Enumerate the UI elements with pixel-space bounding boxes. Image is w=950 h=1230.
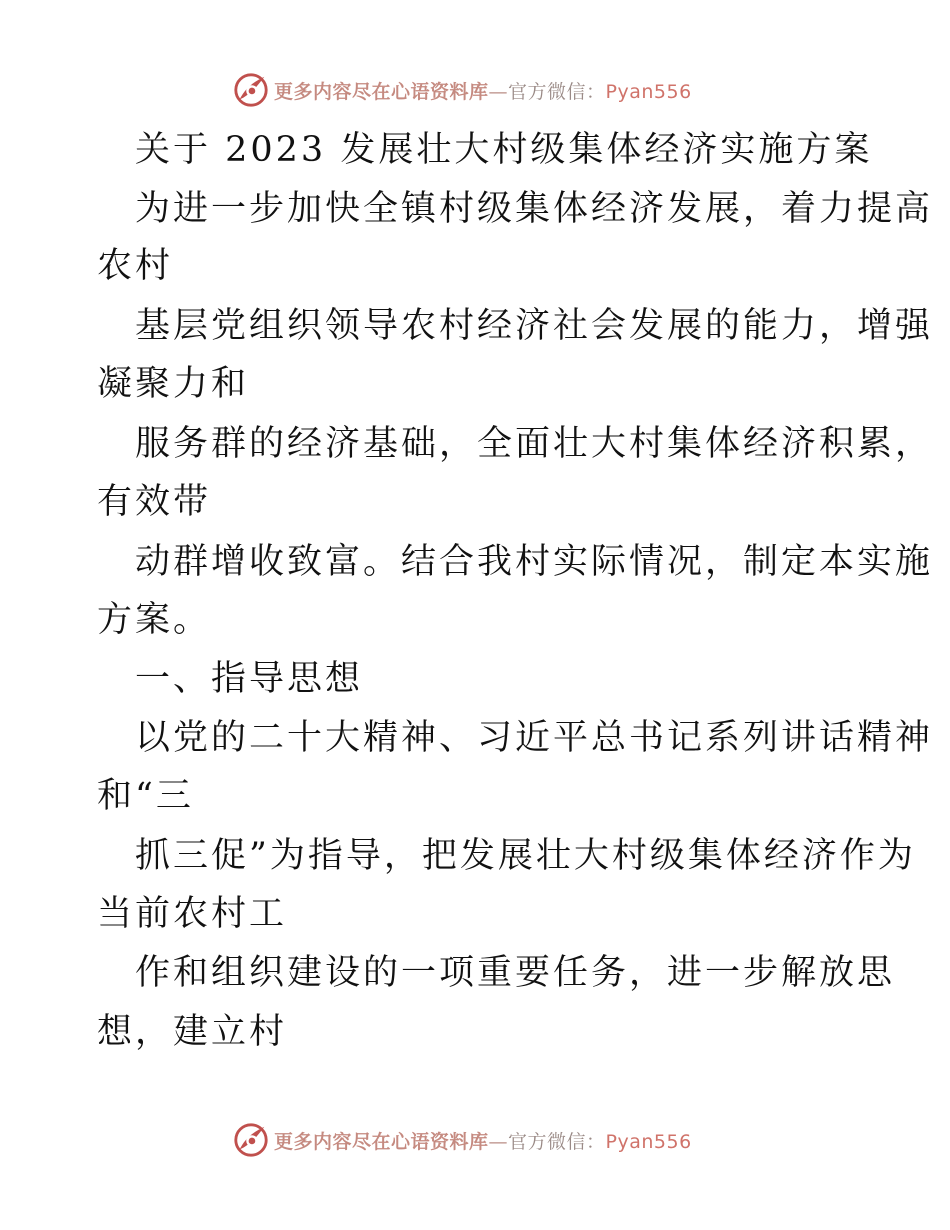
watermark-wechat-id: Pyan556 [605,80,692,103]
footer-watermark [232,1120,692,1160]
watermark-wechat-label: 官方微信： [508,1130,606,1153]
paragraph-line: 想，建立村 [97,1012,288,1052]
paragraph-line: 以党的二十大精神、习近平总书记系列讲话精神 [135,718,934,758]
watermark-brand: 更多内容尽在心语资料库 [274,1130,489,1153]
paragraph-line: 为进一步加快全镇村级集体经济发展，着力提高 [135,189,934,229]
paragraph-line: 动群增收致富。结合我村实际情况，制定本实施 [135,542,934,582]
watermark-text [274,1127,692,1154]
watermark-text [274,77,692,104]
watermark-brand: 更多内容尽在心语资料库 [274,80,489,103]
paragraph-line: 有效带 [97,482,212,522]
paragraph-line: 和“三 [97,776,194,816]
quill-logo-icon [232,1121,270,1159]
paragraph-line: 作和组织建设的一项重要任务，进一步解放思 [135,953,896,993]
paragraph-line: 农村 [97,246,174,286]
watermark-dash: — [488,80,509,103]
paragraph-line: 方案。 [97,600,212,640]
watermark-dash: — [488,1130,509,1153]
document-title: 关于 2023 发展壮大村级集体经济实施方案 [135,130,873,170]
paragraph-line: 基层党组织领导农村经济社会发展的能力，增强 [135,306,934,346]
watermark-wechat-label: 官方微信： [508,80,606,103]
paragraph-line: 抓三促”为指导，把发展壮大村级集体经济作为 [135,836,916,876]
paragraph-line: 凝聚力和 [97,364,250,404]
paragraph-line: 服务群的经济基础，全面壮大村集体经济积累， [135,424,934,464]
quill-logo-icon [232,71,270,109]
section-heading: 一、指导思想 [135,659,364,699]
paragraph-line: 当前农村工 [97,894,288,934]
watermark-wechat-id: Pyan556 [605,1130,692,1153]
header-watermark [232,70,692,110]
